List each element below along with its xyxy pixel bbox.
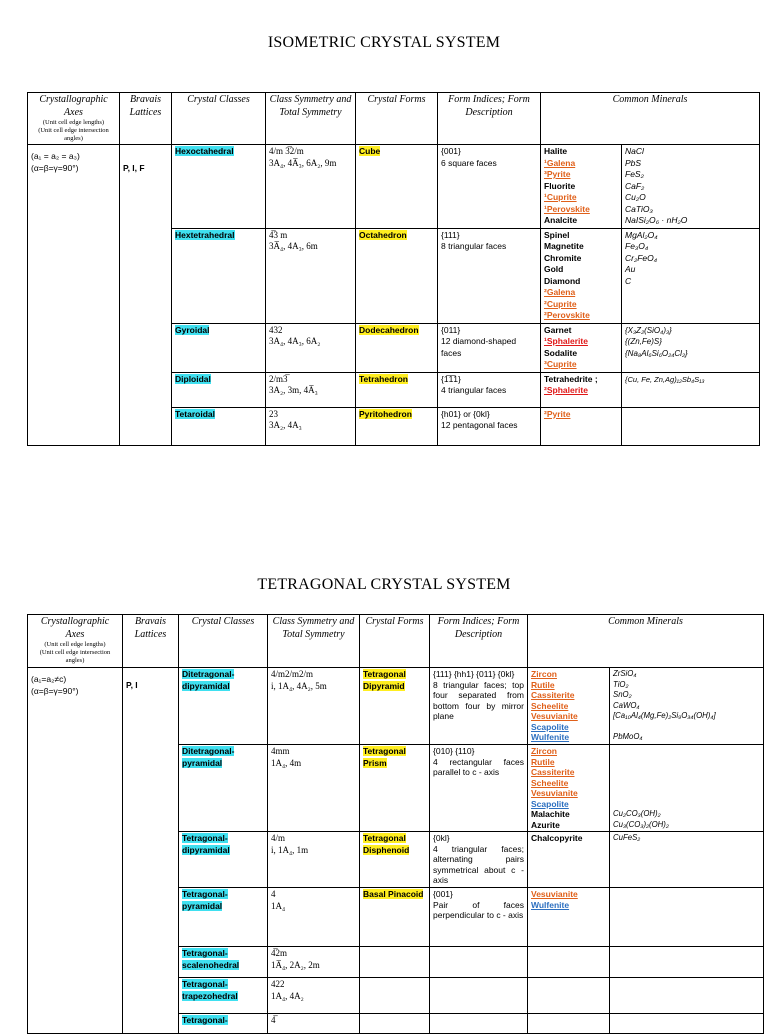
- mineral-name: Vesuvianite: [531, 711, 578, 721]
- crystal-class-cell: [172, 323, 266, 372]
- mineral-names-cell: [528, 832, 610, 888]
- axes-cell: [28, 668, 123, 1034]
- crystal-class-cell: [172, 372, 266, 407]
- mineral-name: ¹Sphalerite: [544, 336, 588, 346]
- form-description: 12 diamond-shaped faces: [441, 336, 517, 358]
- mineral-formulas-cell: [610, 947, 764, 978]
- mineral-name: ³Pyrite: [544, 169, 571, 179]
- header-forms: Crystal Forms: [360, 615, 430, 668]
- mineral-name: Magnetite: [544, 241, 584, 251]
- mineral-name: Chalcopyrite: [531, 833, 583, 843]
- axes-angles: (α=β=γ=90°): [31, 685, 79, 696]
- symmetry-cell: [268, 888, 360, 947]
- form-indices-cell: [438, 323, 541, 372]
- form-indices: {h01} or {0kl}: [441, 408, 490, 419]
- crystal-class: Tetragonal-trapezohedral: [182, 979, 238, 1001]
- isometric-header-row: [28, 93, 760, 145]
- mineral-formula: ZrSiO₄: [613, 669, 637, 678]
- mineral-formula: CaF₂: [625, 180, 645, 191]
- crystal-form-cell: [360, 947, 430, 978]
- mineral-name: Halite: [544, 146, 568, 156]
- isometric-title: ISOMETRIC CRYSTAL SYSTEM: [267, 34, 501, 51]
- header-minerals: Common Minerals: [541, 93, 760, 145]
- class-symmetry: 4̅3 m: [269, 229, 288, 240]
- header-axes: Crystallographic Axes (Unit cell edge lengths) (Unit cell edge intersection angles): [28, 615, 123, 668]
- mineral-formulas-cell: [610, 668, 764, 745]
- total-symmetry: 1A̅₄, 2A₂, 2m: [271, 959, 320, 970]
- mineral-name: Wulfenite: [531, 732, 570, 742]
- table-row: [28, 668, 764, 745]
- symmetry-cell: [266, 407, 356, 445]
- mineral-formulas-cell: [610, 888, 764, 947]
- crystal-class: Ditetragonal-dipyramidal: [182, 669, 235, 691]
- mineral-formula: SnO₂: [613, 690, 632, 699]
- crystal-form-cell: [360, 978, 430, 1014]
- mineral-formula: Cu₂CO₃(OH)₂: [613, 809, 661, 818]
- bravais-cell: [120, 145, 172, 446]
- mineral-name: ²Cuprite: [544, 298, 577, 309]
- header-symmetry: Class Symmetry and Total Symmetry: [268, 615, 360, 668]
- mineral-formula: FeS₂: [625, 169, 644, 179]
- form-indices-cell: [430, 668, 528, 745]
- mineral-name: ²Sphalerite: [544, 385, 588, 395]
- symmetry-cell: [266, 372, 356, 407]
- header-bravais: Bravais Lattices: [123, 615, 179, 668]
- total-symmetry: 3A₂, 3m, 4A̅₃: [269, 385, 318, 395]
- crystal-form-cell: [356, 228, 438, 323]
- total-symmetry: 3A̅₄, 4A₃, 6m: [269, 241, 318, 251]
- total-symmetry: 3A₄, 4A̅₃, 6A₂, 9m: [269, 157, 337, 168]
- total-symmetry: i, 1A₄, 4A₂, 5m: [271, 680, 327, 691]
- mineral-formulas-cell: [622, 323, 760, 372]
- mineral-formulas-cell: [610, 745, 764, 832]
- mineral-names-cell: [541, 407, 622, 445]
- symmetry-cell: [268, 745, 360, 832]
- crystal-class-cell: [179, 832, 268, 888]
- crystal-class-cell: [179, 947, 268, 978]
- mineral-name: Cassiterite: [531, 690, 575, 700]
- mineral-name: ²Perovskite: [544, 310, 590, 320]
- mineral-formula: CuFeS₂: [613, 833, 641, 842]
- crystal-form: Dodecahedron: [359, 324, 419, 335]
- bravais-value: P, I, F: [123, 163, 145, 173]
- symmetry-cell: [268, 978, 360, 1014]
- mineral-name: Rutile: [531, 679, 555, 690]
- form-description: 4 triangular faces: [441, 385, 507, 395]
- crystal-class: Gyroidal: [175, 324, 210, 335]
- class-symmetry: 4̅2m: [271, 948, 288, 958]
- header-classes: Crystal Classes: [179, 615, 268, 668]
- crystal-form: Basal Pinacoid: [363, 889, 424, 899]
- header-classes: Crystal Classes: [172, 93, 266, 145]
- mineral-formula: {X₃Z₂(SiO₄)₃}: [625, 325, 672, 335]
- total-symmetry: i, 1A₄, 1m: [271, 844, 309, 855]
- header-bravais: Bravais Lattices: [120, 93, 172, 145]
- form-indices-cell: [438, 145, 541, 229]
- mineral-name: Diamond: [544, 275, 581, 286]
- mineral-formulas-cell: [622, 145, 760, 229]
- mineral-name: Azurite: [531, 819, 560, 830]
- mineral-names-cell: [528, 668, 610, 745]
- form-indices-cell: [438, 228, 541, 323]
- mineral-formula: Cu₂O: [625, 192, 646, 202]
- mineral-names-cell: [528, 978, 610, 1014]
- form-indices: {111}: [441, 229, 460, 240]
- form-description: 4 rectangular faces parallel to c - axis: [433, 756, 524, 777]
- crystal-form-cell: [356, 145, 438, 229]
- mineral-formula: [Ca₁₀Al₄(Mg,Fe)₂Si₉O₃₄(OH)₄]: [613, 711, 716, 720]
- crystal-form-cell: [356, 407, 438, 445]
- crystal-form: Tetragonal Dipyramid: [363, 669, 406, 691]
- mineral-name: Scapolite: [531, 798, 569, 809]
- crystal-form-cell: [360, 832, 430, 888]
- mineral-name: Rutile: [531, 756, 555, 767]
- class-symmetry: 422: [271, 979, 285, 989]
- mineral-formula: {Na₈Al₆Si₆O₂₄Cl₂}: [625, 348, 688, 358]
- mineral-name: Tetrahedrite ;: [544, 373, 598, 384]
- crystal-form-cell: [356, 372, 438, 407]
- crystal-class: Hextetrahedral: [175, 229, 235, 240]
- crystal-form: Octahedron: [359, 229, 407, 240]
- tetragonal-header-row: [28, 615, 764, 668]
- mineral-name: Scheelite: [531, 700, 569, 711]
- class-symmetry: 23: [269, 408, 278, 419]
- mineral-formula: NaISi₂O₆ · nH₂O: [625, 215, 688, 225]
- total-symmetry: 3A₂, 4A₃: [269, 420, 302, 430]
- mineral-formulas-cell: [622, 407, 760, 445]
- crystal-class: Hexoctahedral: [175, 146, 234, 156]
- symmetry-cell: [266, 228, 356, 323]
- mineral-name: ²Pyrite: [544, 408, 571, 419]
- form-indices: {011}: [441, 324, 461, 335]
- crystal-class: Tetragonal-: [182, 1015, 228, 1025]
- class-symmetry: 4mm: [271, 746, 290, 756]
- form-indices: {010} {110}: [433, 746, 475, 756]
- mineral-formula: [613, 757, 760, 768]
- crystal-class-cell: [179, 888, 268, 947]
- total-symmetry: 1A₄: [271, 900, 286, 911]
- header-symmetry: Class Symmetry and Total Symmetry: [266, 93, 356, 145]
- mineral-names-cell: [541, 372, 622, 407]
- table-row: [28, 145, 760, 229]
- mineral-name: ²Galena: [544, 287, 576, 297]
- crystal-form: Tetragonal Disphenoid: [363, 833, 410, 855]
- crystal-form: Tetragonal Prism: [363, 746, 406, 768]
- mineral-names-cell: [541, 228, 622, 323]
- crystal-form-cell: [360, 668, 430, 745]
- form-indices: {001}: [441, 146, 461, 156]
- mineral-name: ¹Perovskite: [544, 203, 590, 214]
- mineral-name: Gold: [544, 264, 564, 274]
- axes-lengths: (a₁ = a₂ = a₃): [31, 151, 80, 161]
- mineral-name: Wulfenite: [531, 899, 570, 910]
- crystal-class: Diploidal: [175, 373, 211, 384]
- mineral-formula: Cu₃(CO₃)₂(OH)₂: [613, 819, 669, 829]
- mineral-names-cell: [541, 145, 622, 229]
- mineral-formulas-cell: [610, 832, 764, 888]
- mineral-formula: TiO₂: [613, 679, 629, 689]
- crystal-form: Cube: [359, 146, 381, 156]
- mineral-name: ¹Galena: [544, 157, 576, 168]
- total-symmetry: 1A₄, 4A₂: [271, 990, 304, 1001]
- mineral-name: Zircon: [531, 669, 557, 679]
- crystal-form-cell: [360, 888, 430, 947]
- mineral-formulas-cell: [610, 978, 764, 1014]
- mineral-formulas-cell: [622, 372, 760, 407]
- form-indices-cell: [430, 947, 528, 978]
- form-indices: {111} {hh1} {011} {0kl}: [433, 669, 515, 679]
- isometric-table: [27, 92, 760, 446]
- mineral-formula: [613, 778, 760, 789]
- mineral-formula: CaWO₄: [613, 700, 640, 710]
- mineral-names-cell: [528, 745, 610, 832]
- crystal-form-cell: [356, 323, 438, 372]
- crystal-class-cell: [179, 978, 268, 1014]
- crystal-class-cell: [179, 745, 268, 832]
- crystal-class: Tetragonal-dipyramidal: [182, 833, 230, 855]
- form-description: 8 triangular faces; top four separated from bottom four by mirror plane: [433, 679, 524, 721]
- mineral-formula: PbMoO₄: [613, 732, 643, 741]
- form-indices-cell: [438, 407, 541, 445]
- class-symmetry: 4/m: [271, 833, 286, 843]
- mineral-names-cell: [541, 323, 622, 372]
- symmetry-cell: [268, 832, 360, 888]
- form-description: 12 pentagonal faces: [441, 420, 518, 430]
- class-symmetry: 2/m3̅: [269, 373, 288, 384]
- mineral-formula: PbS: [625, 157, 642, 168]
- mineral-formula: CaTiO₃: [625, 203, 653, 214]
- mineral-formula: {Cu, Fe, Zn,Ag)₁₂Sb₄S₁₃: [625, 374, 705, 384]
- symmetry-cell: [266, 145, 356, 229]
- form-indices: {0kl}: [433, 833, 450, 843]
- mineral-formula: {(Zn,Fe)S}: [625, 337, 662, 346]
- class-symmetry: 4̅: [271, 1015, 276, 1025]
- crystal-class: Tetaroidal: [175, 408, 215, 419]
- mineral-formula: MgAl₂O₄: [625, 229, 658, 240]
- mineral-formula: Fe₃O₄: [625, 241, 649, 251]
- header-minerals: Common Minerals: [528, 615, 764, 668]
- mineral-name: Sodalite: [544, 347, 578, 358]
- mineral-formula: [613, 767, 760, 778]
- symmetry-cell: [266, 323, 356, 372]
- mineral-name: Scheelite: [531, 777, 569, 788]
- form-description: 6 square faces: [441, 157, 497, 168]
- mineral-name: Malachite: [531, 809, 570, 819]
- mineral-formula: [613, 799, 760, 810]
- mineral-name: Spinel: [544, 229, 570, 240]
- mineral-name: ¹Cuprite: [544, 192, 577, 202]
- mineral-name: Zircon: [531, 746, 557, 756]
- mineral-name: ³Cuprite: [544, 359, 577, 369]
- form-indices: {001}: [433, 889, 453, 899]
- mineral-name: Vesuvianite: [531, 889, 578, 899]
- mineral-formula: [613, 746, 760, 757]
- mineral-name: Vesuvianite: [531, 788, 578, 798]
- mineral-formula: Au: [625, 264, 636, 274]
- mineral-name: Chromite: [544, 252, 582, 263]
- form-indices-cell: [430, 978, 528, 1014]
- header-indices: Form Indices; Form Description: [430, 615, 528, 668]
- axes-lengths: (a₁=a₂≠c): [31, 674, 67, 684]
- total-symmetry: 1A₄, 4m: [271, 757, 302, 768]
- bravais-value: P, I: [126, 680, 138, 690]
- form-indices-cell: [430, 832, 528, 888]
- form-indices-cell: [430, 745, 528, 832]
- mineral-names-cell: [528, 888, 610, 947]
- class-symmetry: 4: [271, 889, 276, 899]
- bravais-cell: [123, 668, 179, 1034]
- form-description: 4 triangular faces; alternating pairs symmetrical about c - axis: [433, 843, 524, 885]
- form-indices-cell: [438, 372, 541, 407]
- form-indices: {1̅1̅1}: [441, 373, 461, 384]
- mineral-name: Garnet: [544, 324, 572, 335]
- crystal-class-cell: [172, 407, 266, 445]
- crystal-form-cell: [360, 745, 430, 832]
- crystal-form: Tetrahedron: [359, 373, 408, 384]
- form-indices-cell: [430, 888, 528, 947]
- crystal-class: Tetragonal-pyramidal: [182, 889, 228, 911]
- crystal-class-cell: [179, 668, 268, 745]
- mineral-formula: C: [625, 275, 632, 286]
- crystal-class-cell: [172, 145, 266, 229]
- symmetry-cell: [268, 947, 360, 978]
- header-axes: Crystallographic Axes (Unit cell edge lengths) (Unit cell edge intersection angles): [28, 93, 120, 145]
- mineral-name: Analcite: [544, 215, 578, 225]
- crystal-class: Ditetragonal-pyramidal: [182, 746, 235, 768]
- total-symmetry: 3A₄, 4A₃, 6A₂: [269, 336, 321, 346]
- mineral-names-cell: [528, 947, 610, 978]
- crystal-class-cell: [172, 228, 266, 323]
- header-indices: Form Indices; Form Description: [438, 93, 541, 145]
- mineral-formula: [613, 788, 760, 799]
- form-description: 8 triangular faces: [441, 241, 507, 251]
- axes-cell: [28, 145, 120, 446]
- axes-angles: (α=β=γ=90°): [31, 162, 79, 173]
- mineral-formula: NaCl: [625, 146, 644, 156]
- mineral-formula: Cr₂FeO₄: [625, 252, 658, 263]
- class-symmetry: 4/m 3̅2/m: [269, 146, 304, 156]
- tetragonal-table: [27, 614, 764, 1034]
- form-description: Pair of faces perpendicular to c - axis: [433, 899, 524, 920]
- crystal-class: Tetragonal-scalenohedral: [182, 948, 240, 970]
- mineral-name: Scapolite: [531, 721, 569, 732]
- symmetry-cell: [268, 668, 360, 745]
- class-symmetry: 432: [269, 324, 283, 335]
- tetragonal-title: TETRAGONAL CRYSTAL SYSTEM: [257, 576, 511, 593]
- mineral-formula: [613, 722, 760, 733]
- mineral-name: Cassiterite: [531, 767, 575, 777]
- header-forms: Crystal Forms: [356, 93, 438, 145]
- class-symmetry: 4/m2/m2/m: [271, 669, 314, 679]
- mineral-formulas-cell: [622, 228, 760, 323]
- crystal-form: Pyritohedron: [359, 408, 412, 419]
- mineral-name: Fluorite: [544, 180, 576, 191]
